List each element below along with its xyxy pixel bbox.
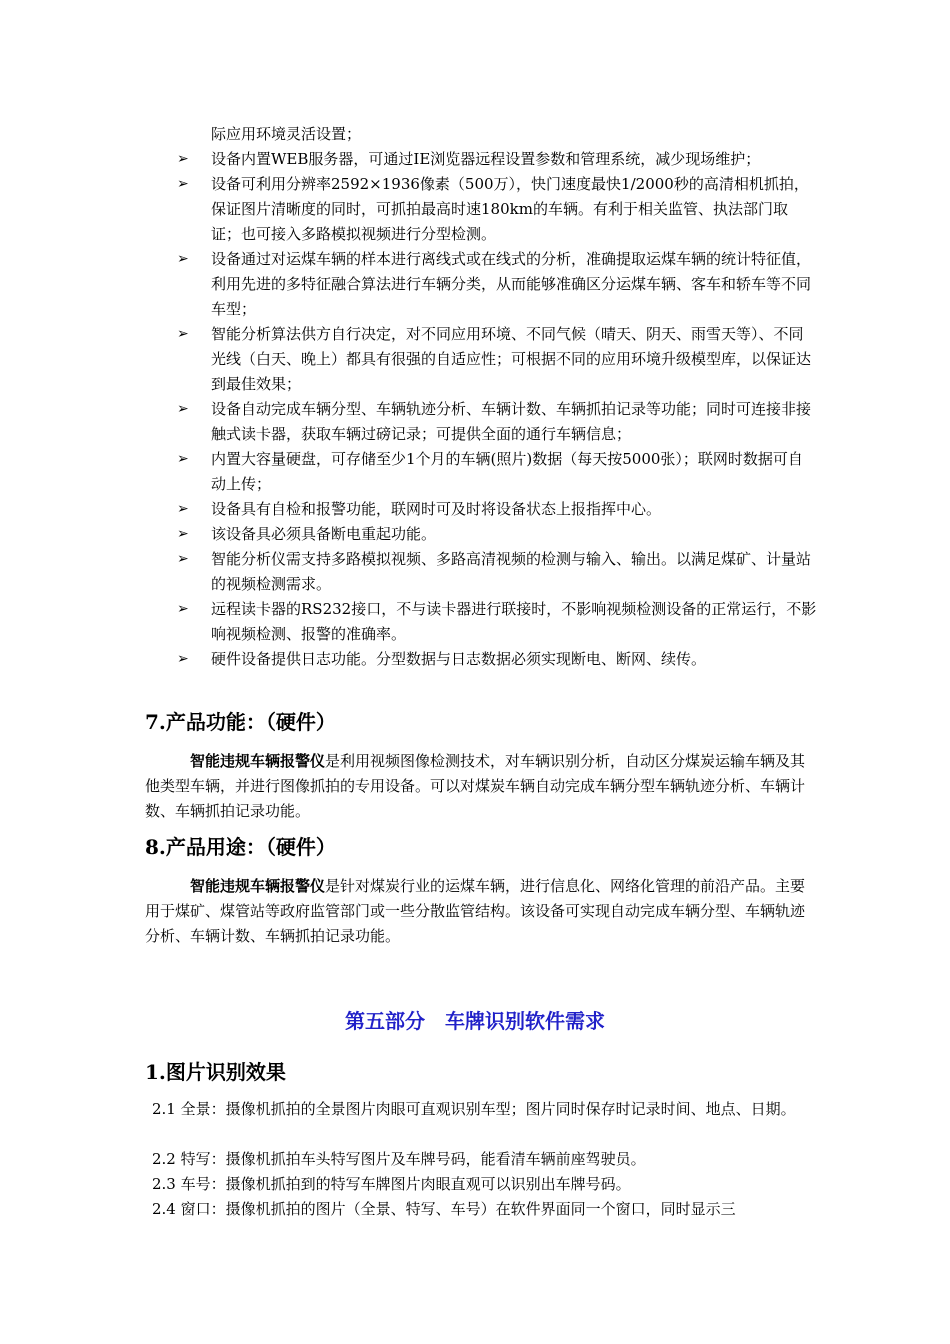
sub-item-text: 全景：摄像机抓拍的全景图片肉眼可直观识别车型；图片同时保存时记录时间、地点、日期。 <box>180 1100 796 1118</box>
bullet-text: 设备具有自检和报警功能，联网时可及时将设备状态上报指挥中心。 <box>211 500 662 518</box>
product-name-bold: 智能违规车辆报警仪 <box>190 752 326 770</box>
bullet-text: 智能分析算法供方自行决定，对不同应用环境、不同气候（晴天、阴天、雨雪天等）、不同光线（白天、晚上）都具有很强的自适应性；可根据不同的应用环境升级模型库，以保证达到最佳效果； <box>211 325 812 393</box>
section-8-paragraph <box>145 874 813 949</box>
bullet-item <box>177 247 817 322</box>
bullet-item <box>177 522 817 547</box>
bullet-text: 内置大容量硬盘，可存储至少1个月的车辆(照片)数据（每天按5000张）；联网时数据可自动上传； <box>211 450 803 493</box>
section-8-heading: 8.产品用途：（硬件） <box>145 835 336 859</box>
section-8-text: 是针对煤炭行业的运煤车辆，进行信息化、网络化管理的前沿产品。主要用于煤矿、煤管站等政府监管部门或一些分散监管结构。该设备可实现自动完成车辆分型、车辆轨迹分析、车辆计数、车辆抓拍记录功能。 <box>145 877 806 945</box>
sub-item-number: 2.3 <box>152 1175 176 1193</box>
arrow-bullet-icon: ➢ <box>177 601 189 617</box>
bullet-text: 智能分析仪需支持多路模拟视频、多路高清视频的检测与输入、输出。以满足煤矿、计量站的视频检测需求。 <box>211 550 812 593</box>
bullet-text: 该设备具必须具备断电重起功能。 <box>211 525 437 543</box>
section-1-heading: 1.图片识别效果 <box>145 1060 286 1084</box>
bullet-item <box>177 397 817 447</box>
continuation-text: 际应用环境灵活设置； <box>211 125 362 143</box>
sub-item-text: 车号：摄像机抓拍到的特写车牌图片肉眼直观可以识别出车牌号码。 <box>180 1175 631 1193</box>
bullet-item <box>177 147 817 172</box>
bullet-item <box>177 497 817 522</box>
arrow-bullet-icon: ➢ <box>177 326 189 342</box>
product-name-bold: 智能违规车辆报警仪 <box>190 877 326 895</box>
bullet-text: 设备内置WEB服务器，可通过IE浏览器远程设置参数和管理系统，减少现场维护； <box>211 150 761 168</box>
sub-item <box>145 1172 817 1197</box>
arrow-bullet-icon: ➢ <box>177 451 189 467</box>
bullet-item <box>177 447 817 497</box>
bullet-item <box>177 597 817 647</box>
bullet-item <box>177 647 817 672</box>
arrow-bullet-icon: ➢ <box>177 501 189 517</box>
section-7-text: 是利用视频图像检测技术，对车辆识别分析，自动区分煤炭运输车辆及其他类型车辆，并进行图像抓拍的专用设备。可以对煤炭车辆自动完成车辆分型车辆轨迹分析、车辆计数、车辆抓拍记录功能。 <box>145 752 806 820</box>
bullet-text: 硬件设备提供日志功能。分型数据与日志数据必须实现断电、断网、续传。 <box>211 650 707 668</box>
part-five-title: 第五部分 车牌识别软件需求 <box>345 1009 605 1033</box>
arrow-bullet-icon: ➢ <box>177 251 189 267</box>
bullet-text: 远程读卡器的RS232接口，不与读卡器进行联接时，不影响视频检测设备的正常运行，不影响视频检测、报警的准确率。 <box>211 600 817 643</box>
bullet-text: 设备通过对运煤车辆的样本进行离线式或在线式的分析，准确提取运煤车辆的统计特征值，利用先进的多特征融合算法进行车辆分类，从而能够准确区分运煤车辆、客车和轿车等不同车型； <box>211 250 812 318</box>
arrow-bullet-icon: ➢ <box>177 401 189 417</box>
bullet-item <box>177 547 817 597</box>
sub-item <box>145 1197 817 1222</box>
sub-item-text: 特写：摄像机抓拍车头特写图片及车牌号码，能看清车辆前座驾驶员。 <box>180 1150 646 1168</box>
bullet-item <box>177 322 817 397</box>
arrow-bullet-icon: ➢ <box>177 176 189 192</box>
sub-item-text: 窗口：摄像机抓拍的图片（全景、特写、车号）在软件界面同一个窗口，同时显示三 <box>180 1200 736 1218</box>
arrow-bullet-icon: ➢ <box>177 151 189 167</box>
bullet-text: 设备自动完成车辆分型、车辆轨迹分析、车辆计数、车辆抓拍记录等功能；同时可连接非接触式读卡器，获取车辆过磅记录；可提供全面的通行车辆信息； <box>211 400 812 443</box>
arrow-bullet-icon: ➢ <box>177 551 189 567</box>
sub-item-number: 2.4 <box>152 1200 176 1218</box>
sub-item-number: 2.2 <box>152 1150 176 1168</box>
bullet-text: 设备可利用分辨率2592×1936像素（500万），快门速度最快1/2000秒的高清相机抓拍，保证图片清晰度的同时，可抓拍最高时速180km的车辆。有利于相关监管、执法部门取证；也可接入多路模拟视频进行分型检测。 <box>211 175 809 243</box>
bullet-item <box>177 172 817 247</box>
feature-bullet-list <box>177 147 817 672</box>
sub-item-number: 2.1 <box>152 1100 176 1118</box>
arrow-bullet-icon: ➢ <box>177 651 189 667</box>
section-7-heading: 7.产品功能：（硬件） <box>145 710 336 734</box>
section-7-paragraph <box>145 749 813 824</box>
sub-item <box>145 1097 817 1122</box>
arrow-bullet-icon: ➢ <box>177 526 189 542</box>
sub-item <box>145 1147 817 1172</box>
